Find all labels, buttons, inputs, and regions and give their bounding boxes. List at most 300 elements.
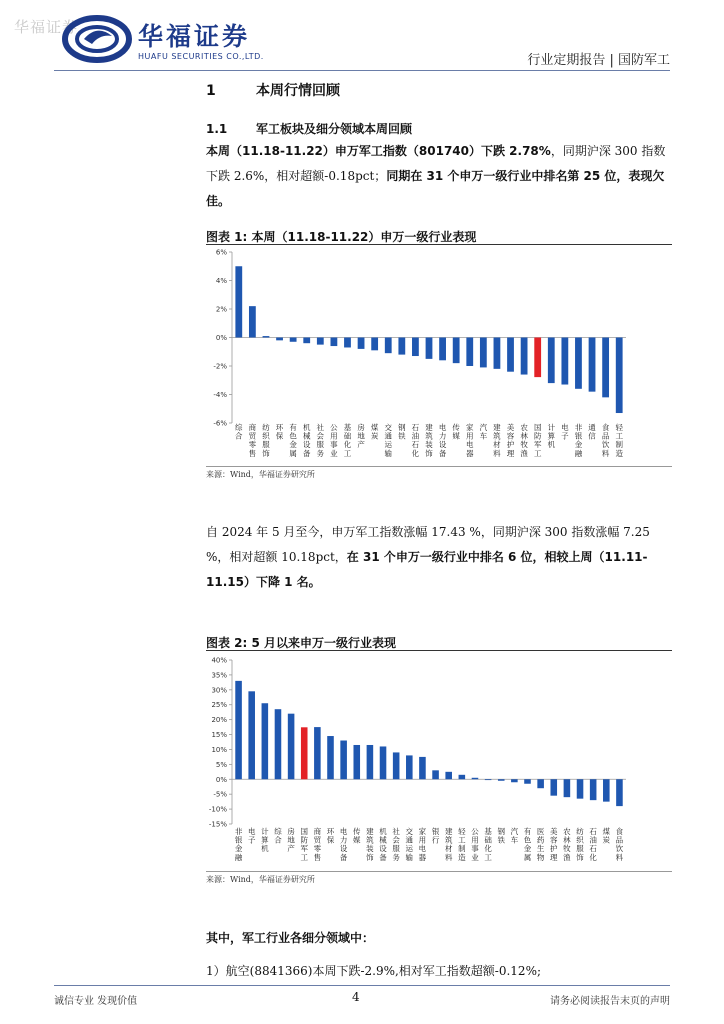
y-tick-label: 35%	[211, 671, 227, 680]
bar	[327, 736, 334, 779]
x-tick-label: 计	[547, 423, 556, 432]
x-tick-label: 渔	[563, 852, 571, 862]
x-tick-label: 料	[601, 448, 610, 458]
x-tick-label: 设	[339, 844, 348, 854]
x-tick-label: 制	[458, 844, 466, 854]
x-tick-label: 房	[357, 423, 365, 432]
x-tick-label: 银	[574, 431, 583, 441]
x-tick-label: 力	[339, 835, 348, 845]
bar	[616, 779, 623, 806]
x-tick-label: 材	[444, 844, 453, 854]
x-tick-label: 车	[479, 431, 488, 441]
bar	[494, 338, 501, 369]
y-tick-label: 10%	[211, 745, 227, 754]
figure2-bottom-rule	[206, 871, 672, 872]
x-tick-label: 饮	[615, 844, 624, 854]
bar	[276, 338, 283, 341]
x-tick-label: 算	[547, 431, 556, 441]
x-tick-label: 事	[471, 844, 479, 854]
x-tick-label: 容	[550, 835, 558, 845]
y-tick-label: 2%	[215, 305, 227, 314]
header-rule	[54, 70, 670, 71]
x-tick-label: 建	[366, 827, 374, 836]
y-tick-label: -2%	[213, 362, 227, 371]
x-tick-label: 属	[289, 448, 297, 458]
x-tick-label: 美	[506, 423, 515, 432]
bar	[466, 338, 473, 367]
x-tick-label: 础	[484, 835, 492, 845]
x-tick-label: 售	[248, 448, 257, 458]
x-tick-label: 煤	[602, 827, 611, 836]
y-tick-label: -15%	[208, 820, 227, 829]
bar	[367, 745, 374, 779]
x-tick-label: 化	[343, 440, 352, 450]
x-tick-label: 输	[405, 852, 414, 862]
bar	[249, 306, 256, 337]
bar	[548, 338, 555, 384]
x-tick-label: 农	[520, 423, 528, 432]
bar	[521, 338, 528, 375]
x-tick-label: 用	[471, 835, 479, 845]
x-tick-label: 银	[431, 827, 440, 836]
bar	[419, 757, 426, 779]
x-tick-label: 国	[533, 423, 542, 432]
x-tick-label: 金	[523, 844, 532, 854]
x-tick-label: 械	[379, 835, 387, 845]
bar	[288, 714, 295, 780]
x-tick-label: 饰	[576, 852, 584, 862]
x-tick-label: 造	[458, 852, 466, 862]
y-tick-label: -4%	[213, 391, 227, 399]
since-may-industry-chart	[206, 652, 672, 871]
section-heading: 1 本周行情回顾	[206, 83, 340, 99]
x-tick-label: 通	[405, 835, 414, 845]
bar	[432, 770, 439, 779]
x-tick-label: 电	[438, 423, 447, 432]
x-tick-label: 饰	[366, 852, 374, 862]
bar	[262, 703, 269, 779]
x-tick-label: 油	[589, 835, 597, 845]
x-tick-label: 备	[438, 448, 447, 458]
x-tick-label: 输	[384, 448, 392, 458]
x-tick-label: 理	[506, 448, 515, 458]
x-tick-label: 综	[235, 423, 243, 432]
x-tick-label: 建	[444, 827, 453, 836]
x-tick-label: 零	[248, 440, 257, 450]
page-number: 4	[352, 990, 360, 1004]
y-tick-label: 20%	[211, 716, 227, 725]
x-tick-label: 保	[326, 835, 335, 845]
y-tick-label: 25%	[211, 701, 227, 710]
paragraph-since-may: 自 2024 年 5 月至今，申万军工指数涨幅 17.43 %，同期沪深 300 指数涨幅 7.25 %，相对超额 10.18pct，在 31 个申万一级行业中排名 6 位，相较上周（11.11-11.15）下降 1 名。	[206, 525, 650, 589]
x-tick-label: 造	[615, 448, 623, 458]
x-tick-label: 基	[484, 827, 492, 836]
x-tick-label: 家	[466, 423, 474, 432]
bar	[575, 338, 582, 389]
x-tick-label: 用	[466, 431, 474, 441]
x-tick-label: 药	[536, 835, 545, 845]
x-tick-label: 有	[523, 827, 532, 836]
bar	[344, 338, 351, 348]
x-tick-label: 防	[533, 431, 542, 441]
x-tick-label: 子	[561, 431, 569, 441]
x-tick-label: 基	[343, 423, 352, 432]
x-tick-label: 食	[601, 423, 610, 432]
x-tick-label: 色	[289, 431, 297, 441]
x-tick-label: 贸	[313, 835, 322, 845]
x-tick-label: 化	[589, 852, 597, 862]
x-tick-label: 会	[316, 431, 325, 441]
x-tick-label: 物	[536, 852, 545, 862]
x-tick-label: 机	[547, 440, 556, 450]
x-tick-label: 环	[326, 827, 335, 836]
bar	[472, 778, 479, 779]
x-tick-label: 运	[384, 440, 392, 450]
bar	[426, 338, 433, 359]
x-tick-label: 料	[444, 852, 453, 862]
x-tick-label: 钢	[497, 827, 505, 836]
bar	[498, 779, 505, 780]
x-tick-label: 电	[339, 827, 348, 836]
x-tick-label: 饮	[601, 440, 610, 450]
x-tick-label: 运	[405, 844, 414, 854]
x-tick-label: 务	[392, 852, 400, 862]
x-tick-label: 煤	[370, 423, 379, 432]
x-tick-label: 力	[438, 431, 447, 441]
bar	[248, 691, 255, 779]
x-tick-label: 会	[392, 835, 400, 845]
bar	[534, 338, 541, 378]
x-tick-label: 备	[379, 852, 387, 862]
watermark: 华福证券	[14, 18, 79, 36]
footer-disclaimer: 请务必阅读报告末页的声明	[550, 996, 670, 1007]
x-tick-label: 军	[533, 440, 542, 450]
y-tick-label: 15%	[211, 731, 227, 740]
x-tick-label: 农	[563, 827, 571, 836]
x-tick-label: 工	[458, 835, 466, 845]
x-tick-label: 产	[287, 844, 295, 854]
x-tick-label: 家	[418, 827, 427, 836]
x-tick-label: 制	[615, 440, 623, 450]
x-tick-label: 渔	[520, 448, 528, 458]
x-tick-label: 电	[561, 423, 569, 432]
bar	[235, 681, 242, 779]
x-tick-label: 械	[302, 431, 311, 441]
bar	[275, 709, 282, 779]
figure1-bottom-rule	[206, 466, 672, 467]
x-tick-label: 产	[357, 440, 365, 450]
x-tick-label: 美	[550, 827, 558, 836]
x-tick-label: 饰	[425, 448, 433, 458]
x-tick-label: 石	[589, 844, 597, 854]
x-tick-label: 机	[379, 827, 387, 836]
bar	[235, 266, 242, 337]
x-tick-label: 油	[411, 431, 420, 441]
x-tick-label: 品	[615, 835, 624, 845]
x-tick-label: 备	[339, 852, 348, 862]
bar	[385, 338, 392, 354]
figure2-source: 来源：Wind，华福证券研究所	[206, 875, 315, 884]
x-tick-label: 算	[261, 835, 269, 845]
x-tick-label: 设	[302, 440, 311, 450]
x-tick-label: 贸	[248, 431, 257, 441]
y-tick-label: 6%	[215, 248, 227, 257]
bar	[317, 338, 324, 345]
paragraph-aviation: 1）航空(8841366)本周下跌-2.9%,相对军工指数超额-0.12%;	[206, 964, 542, 978]
x-tick-label: 料	[493, 448, 501, 458]
x-tick-label: 地	[287, 835, 295, 845]
x-tick-label: 传	[353, 827, 361, 836]
logo-text: 华福证券	[138, 22, 251, 51]
x-tick-label: 传	[452, 423, 460, 432]
x-tick-label: 保	[275, 431, 284, 441]
bar	[439, 338, 446, 361]
x-tick-label: 综	[274, 827, 282, 836]
bar	[393, 752, 400, 779]
y-tick-label: 30%	[211, 686, 227, 695]
bar	[511, 779, 518, 782]
bar	[602, 338, 609, 398]
x-tick-label: 电	[466, 440, 474, 450]
bar	[485, 779, 492, 780]
report-type: 行业定期报告 | 国防军工	[527, 53, 670, 68]
figure2-title: 图表 2: 5 月以来申万一级行业表现	[206, 636, 397, 650]
bar	[564, 779, 571, 797]
x-tick-label: 合	[274, 835, 282, 845]
x-tick-label: 纺	[576, 827, 584, 836]
x-tick-label: 非	[574, 423, 583, 432]
x-tick-label: 汽	[510, 827, 519, 836]
x-tick-label: 交	[405, 827, 414, 836]
x-tick-label: 建	[493, 423, 501, 432]
x-tick-label: 器	[466, 448, 474, 458]
x-tick-label: 商	[248, 423, 257, 432]
x-tick-label: 合	[235, 431, 243, 441]
y-tick-label: -5%	[213, 790, 227, 799]
y-tick-label: 0%	[215, 334, 227, 342]
bar	[398, 338, 405, 355]
x-tick-label: 筑	[425, 431, 433, 441]
bar	[537, 779, 544, 788]
bar	[314, 727, 321, 779]
x-tick-label: 子	[247, 835, 256, 845]
x-tick-label: 机	[261, 844, 269, 854]
figure2-rule	[206, 650, 672, 651]
x-tick-label: 业	[471, 852, 479, 862]
x-tick-label: 饰	[262, 448, 270, 458]
x-tick-label: 电	[418, 844, 427, 854]
x-tick-label: 石	[411, 423, 420, 432]
x-tick-label: 通	[384, 431, 392, 441]
x-tick-label: 信	[588, 431, 596, 441]
x-tick-label: 融	[574, 448, 583, 458]
x-tick-label: 服	[392, 844, 400, 854]
x-tick-label: 业	[330, 448, 338, 458]
x-tick-label: 筑	[366, 835, 374, 845]
x-tick-label: 筑	[493, 431, 501, 441]
x-tick-label: 零	[313, 844, 322, 854]
x-tick-label: 筑	[444, 835, 453, 845]
x-tick-label: 商	[313, 827, 322, 836]
bar	[340, 741, 347, 780]
x-tick-label: 石	[589, 827, 597, 836]
x-tick-label: 社	[392, 827, 400, 836]
x-tick-label: 服	[316, 440, 325, 450]
bar	[290, 338, 297, 342]
x-tick-label: 牧	[563, 844, 571, 854]
x-tick-label: 车	[510, 835, 519, 845]
paragraph-subsectors: 其中，军工行业各细分领域中：	[206, 931, 375, 945]
bar	[453, 338, 460, 364]
x-tick-label: 设	[379, 844, 387, 854]
x-tick-label: 织	[262, 431, 270, 441]
bar	[590, 779, 597, 800]
x-tick-label: 金	[289, 440, 297, 450]
x-tick-label: 护	[506, 440, 515, 450]
x-tick-label: 房	[287, 827, 295, 836]
footer-slogan: 诚信专业 发现价值	[54, 996, 138, 1007]
x-tick-label: 用	[330, 431, 338, 441]
x-tick-label: 工	[300, 852, 308, 862]
x-tick-label: 防	[300, 835, 308, 845]
x-tick-label: 建	[425, 423, 433, 432]
bar	[459, 775, 466, 779]
y-tick-label: -10%	[208, 805, 227, 814]
x-tick-label: 环	[275, 423, 284, 432]
x-tick-label: 行	[431, 835, 440, 845]
weekly-industry-chart	[206, 246, 672, 466]
x-tick-label: 装	[366, 844, 374, 854]
figure1-rule	[206, 244, 672, 245]
x-tick-label: 纺	[262, 423, 270, 432]
bar	[263, 336, 270, 337]
x-tick-label: 化	[484, 844, 492, 854]
bar	[301, 727, 308, 779]
footer-rule	[54, 985, 670, 986]
x-tick-label: 理	[550, 852, 558, 862]
x-tick-label: 医	[536, 827, 545, 836]
bar	[507, 338, 514, 372]
x-tick-label: 电	[247, 827, 256, 836]
x-tick-label: 属	[523, 852, 532, 862]
bar	[358, 338, 365, 349]
x-tick-label: 钢	[398, 423, 406, 432]
paragraph-weekly: 本周（11.18-11.22）申万军工指数（801740）下跌 2.78%，同期沪深 300 指数下跌 2.6%，相对超额-0.18pct；同期在 31 个申万一级行业中排名第 25 位，表现欠佳。	[206, 144, 666, 208]
x-tick-label: 工	[484, 852, 492, 862]
figure1-source: 来源：Wind，华福证券研究所	[206, 470, 315, 479]
bar	[406, 755, 413, 779]
x-tick-label: 售	[313, 852, 322, 862]
bar	[353, 745, 360, 779]
bar	[616, 338, 623, 414]
figure1-title: 图表 1: 本周（11.18-11.22）申万一级行业表现	[206, 230, 477, 244]
x-tick-label: 炭	[602, 835, 611, 845]
x-tick-label: 工	[533, 448, 542, 458]
bar	[445, 772, 452, 779]
x-tick-label: 林	[563, 835, 571, 845]
x-tick-label: 公	[330, 423, 338, 432]
x-tick-label: 媒	[353, 835, 361, 845]
x-tick-label: 通	[588, 423, 596, 432]
bar	[480, 338, 487, 368]
x-tick-label: 媒	[452, 431, 460, 441]
x-tick-label: 融	[234, 852, 243, 862]
x-tick-label: 食	[615, 827, 624, 836]
x-tick-label: 石	[411, 440, 420, 450]
x-tick-label: 铁	[398, 431, 406, 441]
x-tick-label: 银	[234, 835, 243, 845]
x-tick-label: 交	[384, 423, 392, 432]
x-tick-label: 林	[520, 431, 528, 441]
x-tick-label: 地	[357, 431, 365, 441]
y-tick-label: 40%	[211, 656, 227, 665]
x-tick-label: 金	[234, 844, 243, 854]
x-tick-label: 事	[330, 440, 338, 450]
y-tick-label: 5%	[215, 760, 227, 769]
x-tick-label: 国	[300, 827, 308, 836]
bar	[371, 338, 378, 351]
x-tick-label: 化	[411, 448, 420, 458]
x-tick-label: 牧	[520, 440, 528, 450]
logo-english: HUAFU SECURITIES CO.,LTD.	[138, 52, 264, 61]
huafu-logo-icon	[62, 14, 132, 64]
x-tick-label: 础	[343, 431, 352, 441]
subsection-heading: 1.1 军工板块及细分领域本周回顾	[206, 122, 413, 136]
bar	[577, 779, 584, 798]
bar	[331, 338, 338, 347]
x-tick-label: 容	[506, 431, 515, 441]
x-tick-label: 金	[574, 440, 583, 450]
x-tick-label: 备	[302, 448, 311, 458]
y-tick-label: 0%	[215, 775, 227, 784]
y-tick-label: -6%	[213, 419, 227, 428]
bar	[561, 338, 568, 385]
x-tick-label: 生	[536, 844, 545, 854]
x-tick-label: 轻	[458, 827, 466, 836]
x-tick-label: 汽	[479, 423, 488, 432]
x-tick-label: 非	[234, 827, 243, 836]
x-tick-label: 有	[289, 423, 297, 432]
x-tick-label: 务	[316, 448, 325, 458]
x-tick-label: 工	[343, 448, 352, 458]
x-tick-label: 公	[471, 827, 479, 836]
bar	[380, 746, 387, 779]
y-tick-label: 4%	[215, 277, 227, 285]
x-tick-label: 设	[438, 440, 447, 450]
x-tick-label: 护	[550, 844, 558, 854]
bar	[303, 338, 310, 344]
x-tick-label: 色	[523, 835, 532, 845]
x-tick-label: 织	[576, 835, 584, 845]
x-tick-label: 用	[418, 835, 427, 845]
x-tick-label: 军	[300, 844, 308, 854]
bar	[412, 338, 419, 357]
x-tick-label: 社	[316, 423, 325, 432]
x-tick-label: 炭	[370, 431, 379, 441]
x-tick-label: 服	[262, 440, 270, 450]
x-tick-label: 品	[601, 431, 610, 441]
x-tick-label: 料	[615, 852, 624, 862]
x-tick-label: 计	[261, 827, 269, 836]
x-tick-label: 机	[302, 423, 311, 432]
x-tick-label: 轻	[615, 423, 623, 432]
bar	[589, 338, 596, 392]
x-tick-label: 服	[576, 844, 584, 854]
bar	[603, 779, 610, 801]
x-tick-label: 装	[425, 440, 433, 450]
bar	[550, 779, 557, 795]
bar	[524, 779, 531, 783]
